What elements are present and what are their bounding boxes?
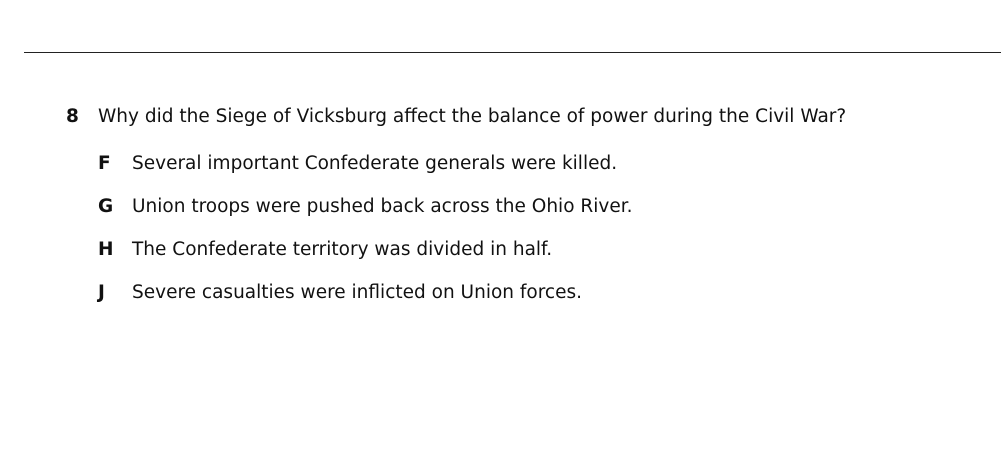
choice-text: The Confederate territory was divided in half. <box>132 239 553 260</box>
choice-text: Several important Confederate generals were killed. <box>132 153 618 174</box>
choice-letter: F <box>98 153 111 174</box>
top-divider <box>24 52 1001 53</box>
question-number: 8 <box>66 106 79 127</box>
choice-text: Severe casualties were inflicted on Union forces. <box>132 282 582 303</box>
choice-letter: G <box>98 196 114 217</box>
choice-letter: J <box>98 282 105 303</box>
choice-letter: H <box>98 239 114 260</box>
choice-text: Union troops were pushed back across the Ohio River. <box>132 196 633 217</box>
question-text: Why did the Siege of Vicksburg affect the balance of power during the Civil War? <box>98 106 847 127</box>
